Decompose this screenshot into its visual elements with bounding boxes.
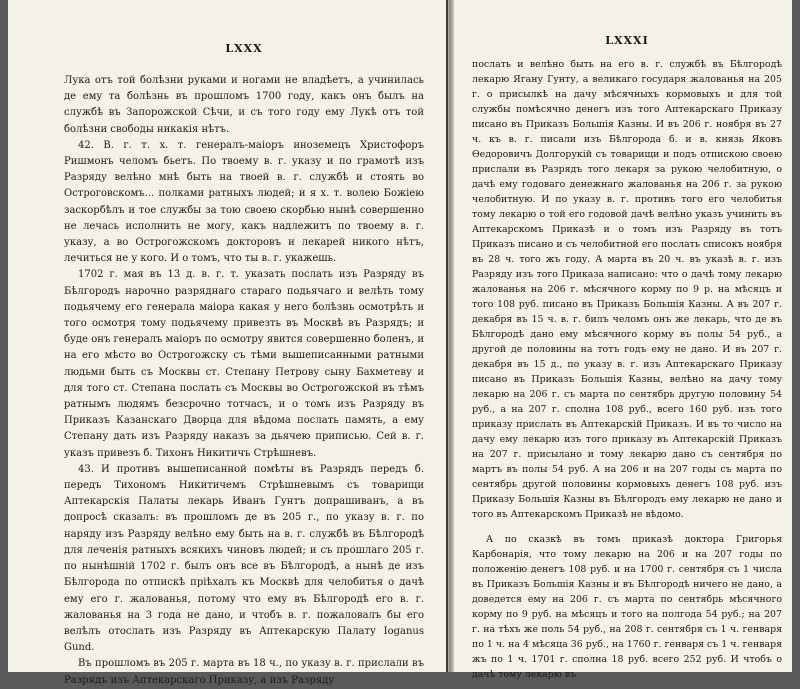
right-page [454, 0, 792, 680]
paragraph: Въ прошломъ въ 205 г. марта въ 18 ч., по указу в. г. прислали въ Разрядъ изъ Аптекарскаго Приказу, а изъ Разряду [64, 658, 424, 686]
paragraph: Лука отъ той болѣзни руками и ногами не владѣетъ, а учинилась де ему та болѣзнь въ прошломъ 1700 году, какъ онъ былъ на службѣ въ Запорожской Сѣчи, и съ того году ему Лукѣ отъ той болѣзни свободы никакія нѣтъ. [64, 75, 424, 135]
left-page [8, 0, 446, 686]
paragraph: 43. И противъ вышеписанной помѣты въ Разрядъ передъ б. передъ Тихономъ Никитичемъ Стрѣшневымъ съ товарищи Аптекарскія Палаты лекарь Иванъ Гунтъ допрашиванъ, а въ допросѣ сказалъ: въ прошломъ де въ 205 г., по указу в. г. по наряду изъ Разряду велѣно ему быть на в. г. службѣ въ Бѣлгородѣ для леченія ратныхъ всякихъ чиновъ людей; и съ прошлаго 205 г. по нынѣшній 1702 г. былъ онъ все въ Бѣлгородѣ, а нынѣ де изъ Бѣлгорода по отпискѣ пріѣхалъ къ Москвѣ для челобитья о дачѣ ему его г. жалованья, потому что ему въ Бѣлгородѣ его в. г. жалованья на 3 года не дано, и чтобъ в. г. пожаловалъ бы его велѣлъ отослать изъ Разряду въ Аптекарскую Палату Iоganus Gund. [64, 463, 424, 654]
paragraph: 42. В. г. т. х. т. генералъ-маіоръ иноземецъ Христофоръ Ришмонъ челомъ бьетъ. По твоему в. г. указу и по грамотѣ изъ Разряду велѣно мнѣ быть на твоей в. г. службѣ и стоять во Остроговскомъ... полками ратныхъ людей; и я х. т. волею Божіею заскорбѣлъ и тое службы за тою своею скорбью нынѣ совершенно не лечась исполнить не могу, какъ надлежитъ по твоему в. г. указу, а во Острогожскомъ докторовъ и лекарей никого нѣтъ, лечиться не у кого. И о томъ, что ты в. г. укажешь. [64, 139, 424, 265]
page-number: LXXXI [605, 34, 649, 47]
page-number: LXXX [225, 42, 263, 55]
gutter-shadow [446, 0, 448, 672]
paragraph: 1702 г. мая въ 13 д. в. г. т. указать послать изъ Разряду въ Бѣлгородъ нарочно разряднаго стараго подьячаго и велѣть тому подьячему его генерала маіора какая у него болѣзнь осмотрѣть и того осмотря тому подьячему привезть въ Москвѣ въ Разрядъ; и буде онъ генералъ маіоръ по осмотру явится совершенно боленъ, и на его мѣсто во Острогожску съ тѣми вышеписанными ратными людьми быть съ Москвы ст. Степану Петрову сыну Бахметеву и для того ст. Степана послать съ Москвы во Острогожской въ тѣмъ ратнымъ людямъ безсрочно тотчасъ, и о томъ изъ Разряду въ Приказъ Казанскаго Дворца для вѣдома послать память, а ему Степану дать изъ Разряду наказъ за дьячею приписью. Сей в. г. указъ привезъ б. Тихонъ Никитичъ Стрѣшневъ. [64, 269, 424, 459]
paragraph: послать и велѣно быть на его в. г. службѣ въ Бѣлгородѣ лекарю Ягану Гунту, а великаго государя жалованья на 205 г. о присылкѣ на дачу мѣсячныхъ кормовыхъ и для той службы помѣсячно денегъ изъ того Аптекарскаго Приказу писано въ Приказъ Большія Казны. И въ 206 г. ноября въ 27 ч. къ в. г. писали изъ Бѣлгорода б. и в. князь Яковъ Ѳедоровичъ Долгорукій съ товарищи и подъ отпискою своею прислали въ Разрядъ того лекаря за рукою челобитную, о дачѣ ему годоваго денежнаго жалованья на 206 г. за рукою челобитную. И по указу в. г. противъ того его челобитья тому лекарю о той его годовой дачѣ велѣно указъ учинить въ Аптекарскомъ Приказѣ и о томъ изъ Разряду въ тотъ Приказъ писано и съ челобитной его послать списокъ ноября въ 28 ч. того жъ году. А марта въ 20 ч. въ указѣ в. г. изъ Разряду изъ того Приказа написано: что о дачѣ тому лекарю жалованья на 206 г. мѣсячного корму по 9 р. на мѣсяцъ и того 108 руб. писано въ Приказъ Большія Казны. А въ 207 г. декабря въ 15 ч. в. г. билъ челомъ онъ же лекарь, что де въ Бѣлгородѣ дано ему мѣсячного корму въ полы 54 руб., а другой де половины на тотъ годъ ему не дано. И въ 207 г. декабря въ 15 д., по указу в. г. изъ Аптекарскаго Приказу писано въ Приказъ Большія Казны, велѣно на дачу тому лекарю на 206 г. съ марта по сентябрь другую половину 54 руб., а на 207 г. сполна 108 руб., всего 160 руб. изъ того приказу прислать въ Аптекарскій Приказъ. И въ то число на дачу ему лекарю изъ того приказу въ Аптекарскій Приказъ на 207 г. присылано и тому лекарю дано съ сентября по мартъ въ полы 54 руб. А на 206 и на 207 годы съ марта по сентябрь другой половины кормовыхъ денегъ 108 руб. изъ Приказу Большія Казны въ Бѣлгородъ ему лекарю не дано и того въ Аптекарскомъ Приказѣ не вѣдомо. [472, 59, 782, 520]
paragraph: А по сказкѣ въ томъ приказѣ доктора Григорья Карбонарія, что тому лекарю на 206 и на 207 годы по положенію денегъ 108 руб. и на 1700 г. сентября съ 1 числа въ Приказъ Большія Казны и въ Бѣлгородѣ ничего не дано, а доведется ему на 206 г. съ марта по сентябрь мѣсячного корму по 9 руб. на мѣсяцъ и того на полгода 54 руб.; на 207 г. на тѣхъ же поль 54 руб., на 208 г. сентября съ 1 ч. генваря по 1 ч. на 4 мѣсяца 36 руб., на 1760 г. генваря съ 1 ч. генваря жъ по 1 ч. 1701 г. сполна 18 руб. всего 252 руб. И чтобъ о дачѣ тому лекарю въ [472, 534, 782, 680]
